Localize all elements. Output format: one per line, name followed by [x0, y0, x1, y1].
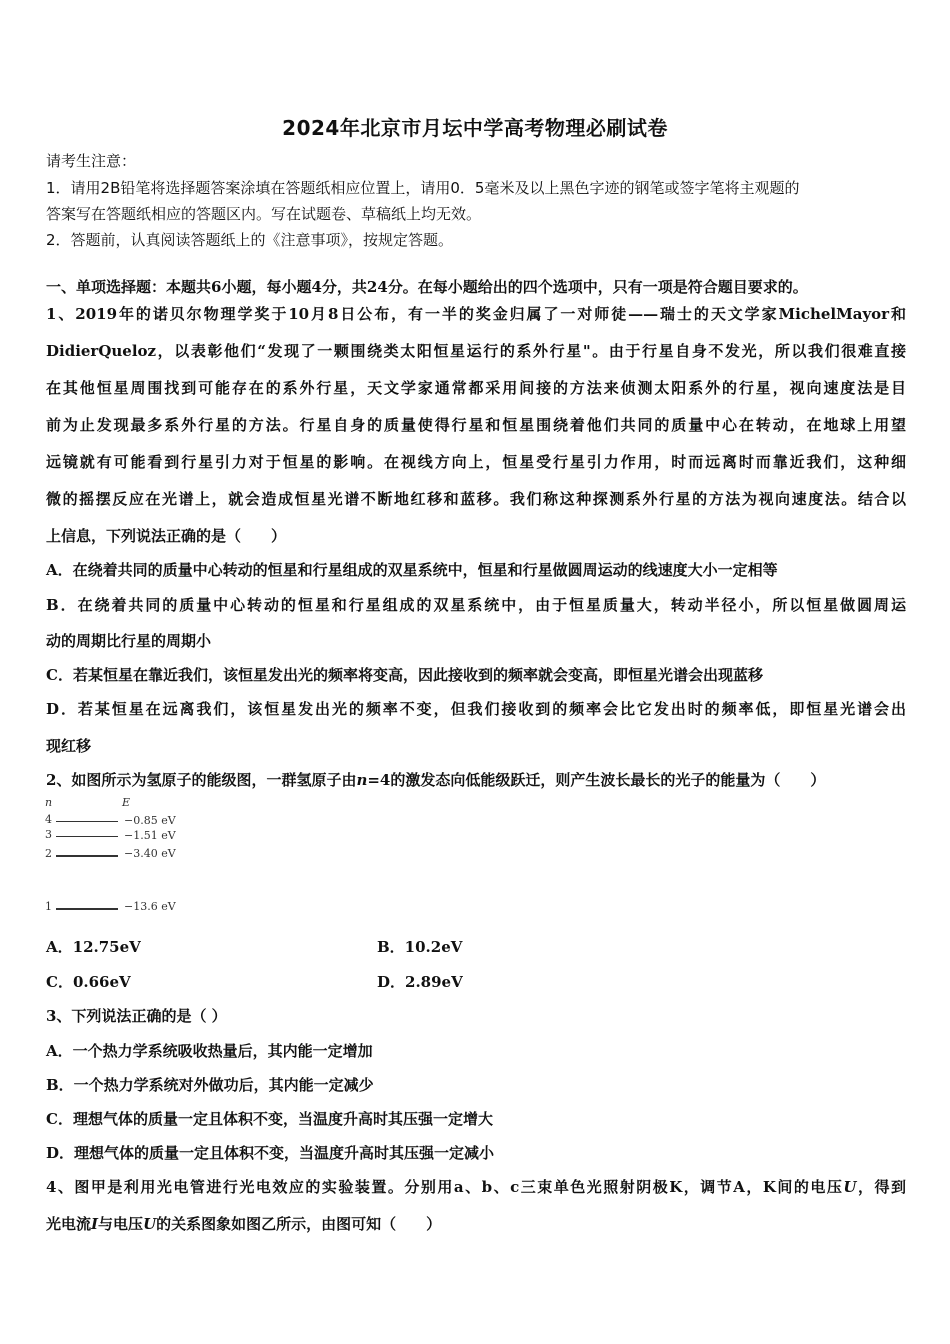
notice-item-2: 2．答题前，认真阅读答题纸上的《注意事项》，按规定答题。	[46, 231, 454, 249]
level-4-energy: −0.85 eV	[124, 814, 176, 827]
q4-line2-part-c: 的关系图象如图乙所示，由图可知（ ）	[156, 1215, 442, 1233]
q2-option-a: A．12.75eV	[46, 938, 141, 956]
level-2-number: 2	[45, 847, 52, 860]
energy-level-diagram	[44, 796, 194, 916]
q1-stem-line-6: 微的摇摆反应在光谱上，就会造成恒星光谱不断地红移和蓝移。我们称这种探测系外行星的方法为视向速度法。结合以	[46, 490, 906, 508]
level-4-line	[56, 821, 118, 822]
level-1-energy: −13.6 eV	[124, 900, 176, 913]
level-2-energy: −3.40 eV	[124, 847, 176, 860]
notice-heading: 请考生注意：	[46, 152, 137, 170]
q4-stem-line-1	[46, 1176, 906, 1197]
page-title: 2024年北京市月坛中学高考物理必刷试卷	[282, 116, 668, 140]
q1-stem-line-3: 在其他恒星周围找到可能存在的系外行星，天文学家通常都采用间接的方法来侦测太阳系外的行星，视向速度法是目	[46, 379, 906, 397]
q3-option-d: D．理想气体的质量一定且体积不变，当温度升高时其压强一定减小	[46, 1144, 495, 1162]
q1-stem-line-4: 前为止发现最多系外行星的方法。行星自身的质量使得行星和恒星围绕着他们共同的质量中心在转动，在地球上用望	[46, 416, 906, 434]
q1-option-c: C．若某恒星在靠近我们，该恒星发出光的频率将变高，因此接收到的频率就会变高，即恒星光谱会出现蓝移	[46, 666, 763, 684]
q3-stem: 3、下列说法正确的是（ ）	[46, 1007, 227, 1025]
notice-item-1-line-2: 答案写在答题纸相应的答题区内。写在试题卷、草稿纸上均无效。	[46, 205, 482, 223]
q1-option-b-line-1: B．在绕着共同的质量中心转动的恒星和行星组成的双星系统中，由于恒星质量大，转动半径小，所以恒星做圆周运	[46, 596, 906, 614]
q2-option-b: B．10.2eV	[377, 938, 463, 956]
level-1-line	[56, 908, 118, 910]
q1-option-d-line-1: D．若某恒星在远离我们，该恒星发出光的频率不变，但我们接收到的频率会比它发出时的频率低，即恒星光谱会出	[46, 700, 906, 718]
q2-option-d: D．2.89eV	[377, 973, 463, 991]
diagram-e-header: E	[122, 796, 131, 809]
q2-stem	[46, 769, 825, 790]
q3-option-a: A．一个热力学系统吸收热量后，其内能一定增加	[46, 1042, 373, 1060]
q3-option-b: B．一个热力学系统对外做功后，其内能一定减少	[46, 1076, 374, 1094]
section-1-heading: 一、单项选择题：本题共6小题，每小题4分，共24分。在每小题给出的四个选项中，只有一项是符合题目要求的。	[46, 278, 808, 296]
q4-line2-variable-u: U	[143, 1215, 157, 1233]
level-3-number: 3	[45, 828, 52, 841]
level-3-energy: −1.51 eV	[124, 829, 176, 842]
q2-stem-post: =4的激发态向低能级跃迁，则产生波长最长的光子的能量为（ ）	[367, 771, 826, 789]
q4-line2-part-a: 光电流	[46, 1215, 92, 1233]
q3-option-c: C．理想气体的质量一定且体积不变，当温度升高时其压强一定增大	[46, 1110, 493, 1128]
q2-stem-pre: 2、如图所示为氢原子的能级图，一群氢原子由	[46, 771, 357, 789]
q4-line1-part-b: ，得到	[856, 1178, 906, 1196]
level-3-line	[56, 836, 118, 837]
q2-stem-variable: n	[356, 771, 368, 789]
q1-stem-line-1: 1、2019年的诺贝尔物理学奖于10月8日公布，有一半的奖金归属了一对师徒——瑞士的天文学家MichelMayor和	[46, 305, 906, 323]
q2-option-c: C．0.66eV	[46, 973, 131, 991]
q1-stem-line-5: 远镜就有可能看到行星引力对于恒星的影响。在视线方向上，恒星受行星引力作用，时而远离时而靠近我们，这种细	[46, 453, 906, 471]
q4-line1-variable: U	[843, 1178, 857, 1196]
q4-line2-variable-i: I	[91, 1215, 99, 1233]
q1-option-d-line-2: 现红移	[46, 737, 92, 755]
notice-item-1-line-1: 1．请用2B铅笔将选择题答案涂填在答题纸相应位置上，请用0．5毫米及以上黑色字迹的钢笔或签字笔将主观题的	[46, 179, 800, 197]
level-2-line	[56, 855, 118, 857]
q4-line2-part-b: 与电压	[98, 1215, 144, 1233]
q1-stem-line-2: DidierQueloz，以表彰他们“发现了一颗围绕类太阳恒星运行的系外行星"。由于行星自身不发光，所以我们很难直接	[46, 342, 906, 360]
q1-option-a: A．在绕着共同的质量中心转动的恒星和行星组成的双星系统中，恒星和行星做圆周运动的线速度大小一定相等	[46, 561, 778, 579]
q4-stem-line-2	[46, 1213, 441, 1234]
diagram-n-header: n	[45, 796, 53, 809]
level-4-number: 4	[45, 813, 52, 826]
level-1-number: 1	[45, 900, 52, 913]
q4-line1-part-a: 4、图甲是利用光电管进行光电效应的实验装置。分别用a、b、c三束单色光照射阴极K，调节A，K间的电压	[46, 1178, 844, 1196]
q1-stem-line-7: 上信息，下列说法正确的是（ ）	[46, 527, 287, 545]
q1-option-b-line-2: 动的周期比行星的周期小	[46, 632, 212, 650]
